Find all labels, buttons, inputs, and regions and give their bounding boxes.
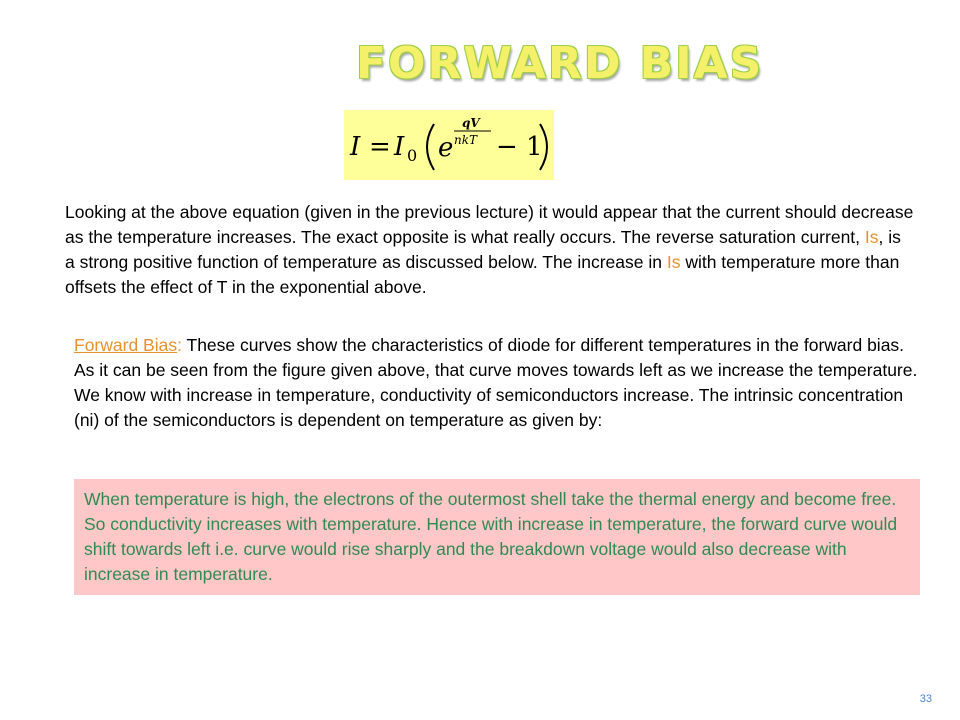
- intro-text-2: , is a strong positive function of temperature as discussed below. The increase in: [65, 227, 901, 272]
- temperature-callout-box: [74, 479, 920, 595]
- eq-lhs: I: [350, 132, 361, 162]
- is-term-1: Is: [864, 227, 879, 247]
- eq-i0-subscript: 0: [407, 146, 418, 165]
- slide-title: FORWARD BIAS: [356, 38, 764, 89]
- intro-text-3: with temperature more than offsets the effect of T in the exponential above.: [65, 252, 900, 297]
- forward-bias-paragraph: [74, 333, 924, 433]
- intro-text-1: Looking at the above equation (given in the previous lecture) it would appear that the current should decrease as the temperature increases. The exact opposite is what really occurs. The reverse saturation current,: [65, 202, 914, 247]
- intro-paragraph: [65, 200, 915, 300]
- eq-e: e: [438, 133, 454, 163]
- page-number: 33: [919, 693, 932, 705]
- eq-exp-numerator: qV: [462, 116, 480, 130]
- equation-graphic: [344, 110, 554, 180]
- eq-minus-one: − 1: [496, 132, 543, 162]
- callout-text: When temperature is high, the electrons of the outermost shell take the thermal energy and become free. So conductivity increases with temperature. Hence with increase in temperature, the forward curve would shift towards left i.e. curve would rise sharply and the breakdown voltage would also decrease with increase in temperature.: [84, 489, 898, 584]
- eq-left-paren: [427, 124, 434, 170]
- forward-bias-colon: :: [177, 335, 182, 355]
- eq-equals: =: [369, 132, 391, 162]
- diode-equation: [344, 110, 554, 180]
- eq-i0: I: [394, 132, 405, 162]
- forward-bias-link[interactable]: Forward Bias: [74, 335, 178, 355]
- eq-exp-denominator: nkT: [454, 133, 478, 147]
- forward-bias-text: These curves show the characteristics of diode for different temperatures in the forward bias. As it can be seen from the figure given above, that curve moves towards left as we increase the temperature. We know with increase in temperature, conductivity of semiconductors increase. The intrinsic concentration (ni) of the semiconductors is dependent on temperature as given by:: [74, 335, 918, 430]
- is-term-2: Is: [666, 252, 681, 272]
